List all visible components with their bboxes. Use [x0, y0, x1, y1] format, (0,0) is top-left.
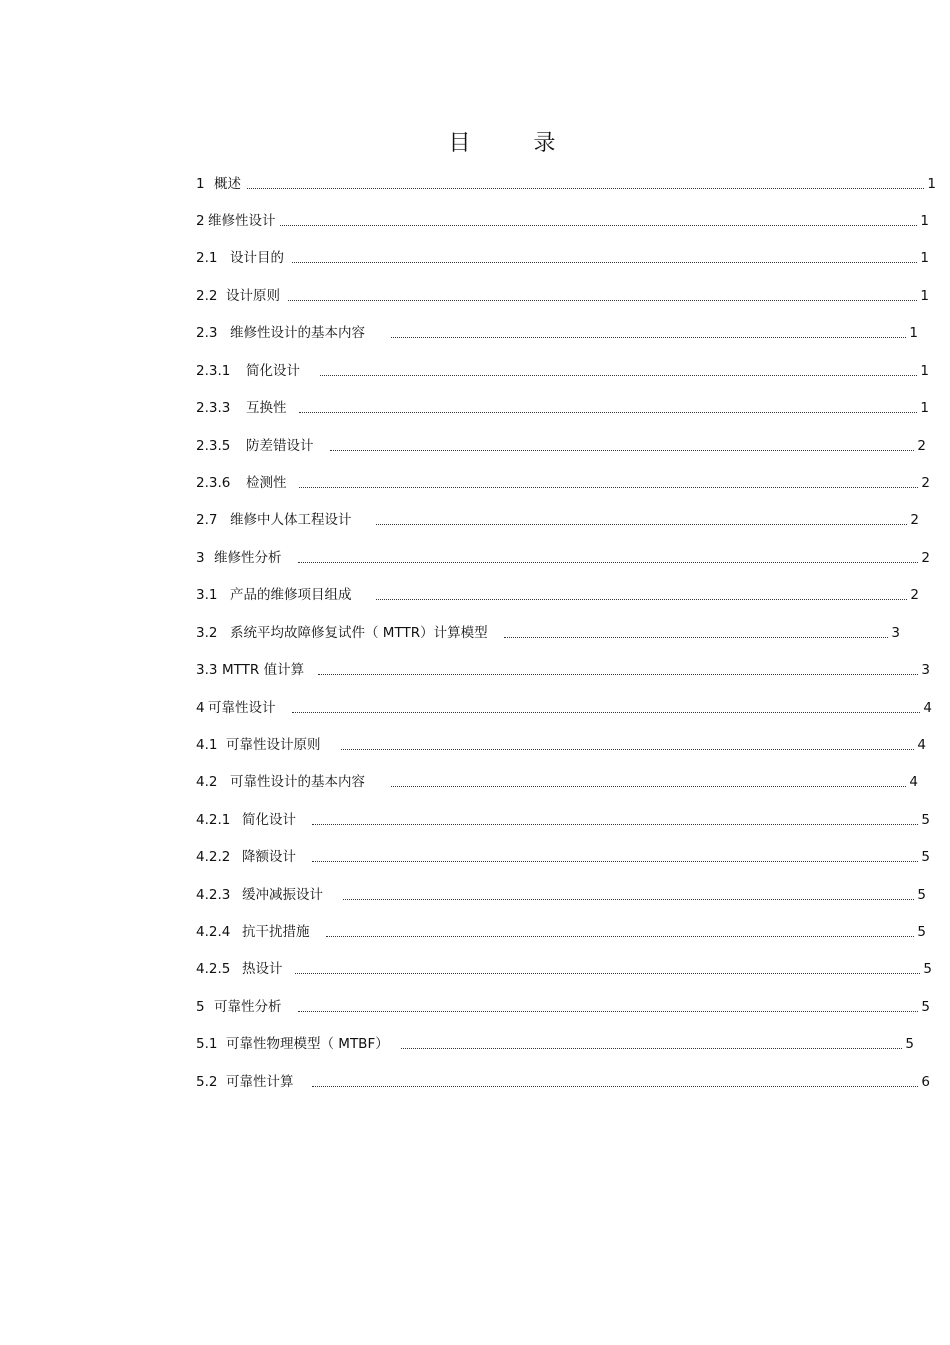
toc-entry[interactable]: [196, 1070, 930, 1092]
toc-entry-number: 5.2: [196, 1074, 218, 1090]
toc-entry-page-number: 2: [921, 550, 930, 566]
toc-entry-title: 维修性设计: [208, 213, 276, 229]
toc-entry-number: 3: [196, 550, 205, 566]
toc-entry[interactable]: [196, 920, 926, 942]
toc-entry-number: 4.2.1: [196, 812, 231, 828]
toc-entry-page-number: 4: [923, 700, 932, 716]
toc-entry-page-number: 1: [927, 176, 936, 192]
dot-leader: [326, 935, 915, 937]
toc-entry-number: 1: [196, 176, 205, 192]
toc-entry[interactable]: [196, 808, 930, 830]
dot-leader: [320, 374, 917, 376]
toc-entry[interactable]: [196, 1032, 914, 1054]
toc-entry[interactable]: [196, 546, 930, 568]
dot-leader: [247, 187, 924, 189]
dot-leader: [299, 486, 919, 488]
toc-entry-title: 检测性: [246, 475, 287, 491]
toc-entry-number: 2: [196, 213, 205, 229]
toc-entry[interactable]: [196, 658, 930, 680]
toc-title: 目 录: [448, 131, 584, 156]
dot-leader: [391, 785, 906, 787]
toc-entry[interactable]: [196, 172, 936, 194]
toc-entry-number: 2.3: [196, 325, 218, 341]
dot-leader: [504, 636, 889, 638]
toc-entry-title: 可靠性设计原则: [226, 737, 321, 753]
toc-entry[interactable]: [196, 434, 926, 456]
toc-entry-number: 2.3.6: [196, 475, 231, 491]
dot-leader: [288, 299, 917, 301]
toc-entry[interactable]: [196, 284, 929, 306]
toc-entry-title: 维修性分析: [214, 550, 282, 566]
toc-entry-title: 维修性设计的基本内容: [230, 325, 365, 341]
toc-entry-title: 维修中人体工程设计: [230, 512, 352, 528]
toc-entry-number: 4.1: [196, 737, 218, 753]
toc-entry-page-number: 6: [921, 1074, 930, 1090]
toc-entry[interactable]: [196, 883, 926, 905]
toc-entry-title: 产品的维修项目组成: [230, 587, 352, 603]
dot-leader: [299, 411, 918, 413]
toc-entry-number: 3.1: [196, 587, 218, 603]
toc-entry-title: 简化设计: [242, 812, 296, 828]
toc-entry-number: 2.7: [196, 512, 218, 528]
toc-entry-number: 4.2.2: [196, 849, 231, 865]
toc-entry-title: 抗干扰措施: [242, 924, 310, 940]
toc-entry-title: 可靠性设计: [208, 700, 276, 716]
dot-leader: [318, 673, 918, 675]
toc-entry-page-number: 1: [920, 400, 929, 416]
toc-entry-number: 5: [196, 999, 205, 1015]
toc-entry[interactable]: [196, 770, 918, 792]
toc-entry-title: 缓冲减振设计: [242, 887, 323, 903]
toc-entry-title: 可靠性计算: [226, 1074, 294, 1090]
toc-entry-page-number: 5: [921, 999, 930, 1015]
dot-leader: [295, 972, 921, 974]
toc-entry-number: 4.2.3: [196, 887, 231, 903]
toc-entry-number: 5.1: [196, 1036, 218, 1052]
toc-entry-page-number: 5: [921, 812, 930, 828]
toc-entry-page-number: 5: [921, 849, 930, 865]
toc-entry-number: 4.2.4: [196, 924, 231, 940]
toc-entry[interactable]: [196, 995, 930, 1017]
toc-entry[interactable]: [196, 696, 932, 718]
toc-entry-page-number: 3: [891, 625, 900, 641]
toc-entry[interactable]: [196, 583, 919, 605]
toc-entry-title: 设计目的: [230, 250, 284, 266]
toc-entry-page-number: 1: [920, 363, 929, 379]
toc-entry-title: 系统平均故障修复试件（ MTTR）计算模型: [230, 625, 488, 641]
toc-entry-page-number: 1: [920, 288, 929, 304]
toc-entry-page-number: 1: [920, 250, 929, 266]
toc-entry-title: 概述: [214, 176, 241, 192]
toc-entry-title: 防差错设计: [246, 438, 314, 454]
dot-leader: [280, 224, 918, 226]
toc-entry-page-number: 4: [909, 774, 918, 790]
toc-entry-title: 热设计: [242, 961, 283, 977]
toc-entry-number: 3.2: [196, 625, 218, 641]
toc-entry-title: 设计原则: [226, 288, 280, 304]
toc-entry[interactable]: [196, 209, 929, 231]
dot-leader: [343, 898, 914, 900]
toc-entry[interactable]: [196, 845, 930, 867]
dot-leader: [391, 336, 906, 338]
toc-entry-page-number: 1: [920, 213, 929, 229]
toc-entry-page-number: 5: [923, 961, 932, 977]
dot-leader: [292, 261, 917, 263]
dot-leader: [312, 823, 918, 825]
dot-leader: [330, 449, 915, 451]
toc-entry-title: 可靠性设计的基本内容: [230, 774, 365, 790]
toc-entry[interactable]: [196, 733, 926, 755]
toc-entry[interactable]: [196, 957, 932, 979]
dot-leader: [298, 1010, 919, 1012]
toc-entry-title: 互换性: [246, 400, 287, 416]
toc-entry[interactable]: [196, 246, 929, 268]
toc-entry-page-number: 2: [921, 475, 930, 491]
toc-entry[interactable]: [196, 359, 929, 381]
toc-entry-number: 2.2: [196, 288, 218, 304]
toc-entry-title: 简化设计: [246, 363, 300, 379]
dot-leader: [341, 748, 915, 750]
toc-entry-number: 4: [196, 700, 205, 716]
toc-entry-page-number: 5: [905, 1036, 914, 1052]
toc-entry-number: 2.1: [196, 250, 218, 266]
toc-entry-number: 4.2.5: [196, 961, 231, 977]
dot-leader: [401, 1047, 903, 1049]
toc-entry[interactable]: [196, 508, 919, 530]
dot-leader: [312, 860, 918, 862]
toc-entry-title: 可靠性分析: [214, 999, 282, 1015]
dot-leader: [292, 711, 921, 713]
toc-entry-page-number: 3: [921, 662, 930, 678]
toc-entry-page-number: 2: [917, 438, 926, 454]
toc-entry-title: 可靠性物理模型（ MTBF）: [226, 1036, 389, 1052]
toc-entry[interactable]: [196, 471, 930, 493]
toc-entry-page-number: 1: [909, 325, 918, 341]
toc-entry-title: 降额设计: [242, 849, 296, 865]
toc-entry[interactable]: [196, 396, 929, 418]
toc-entry-page-number: 2: [910, 587, 919, 603]
toc-entry-page-number: 5: [917, 924, 926, 940]
toc-entry-number: 2.3.3: [196, 400, 231, 416]
toc-entry-number: 3.3: [196, 662, 218, 678]
toc-entry-number: 2.3.5: [196, 438, 231, 454]
dot-leader: [376, 598, 908, 600]
toc-entry[interactable]: [196, 321, 918, 343]
toc-entry-number: 2.3.1: [196, 363, 231, 379]
toc-entry-page-number: 4: [917, 737, 926, 753]
toc-entry-number: 4.2: [196, 774, 218, 790]
toc-entry[interactable]: [196, 621, 900, 643]
dot-leader: [298, 561, 919, 563]
dot-leader: [312, 1085, 919, 1087]
dot-leader: [376, 523, 908, 525]
toc-entry-title: MTTR 值计算: [222, 662, 305, 678]
toc-entry-page-number: 5: [917, 887, 926, 903]
toc-entry-page-number: 2: [910, 512, 919, 528]
